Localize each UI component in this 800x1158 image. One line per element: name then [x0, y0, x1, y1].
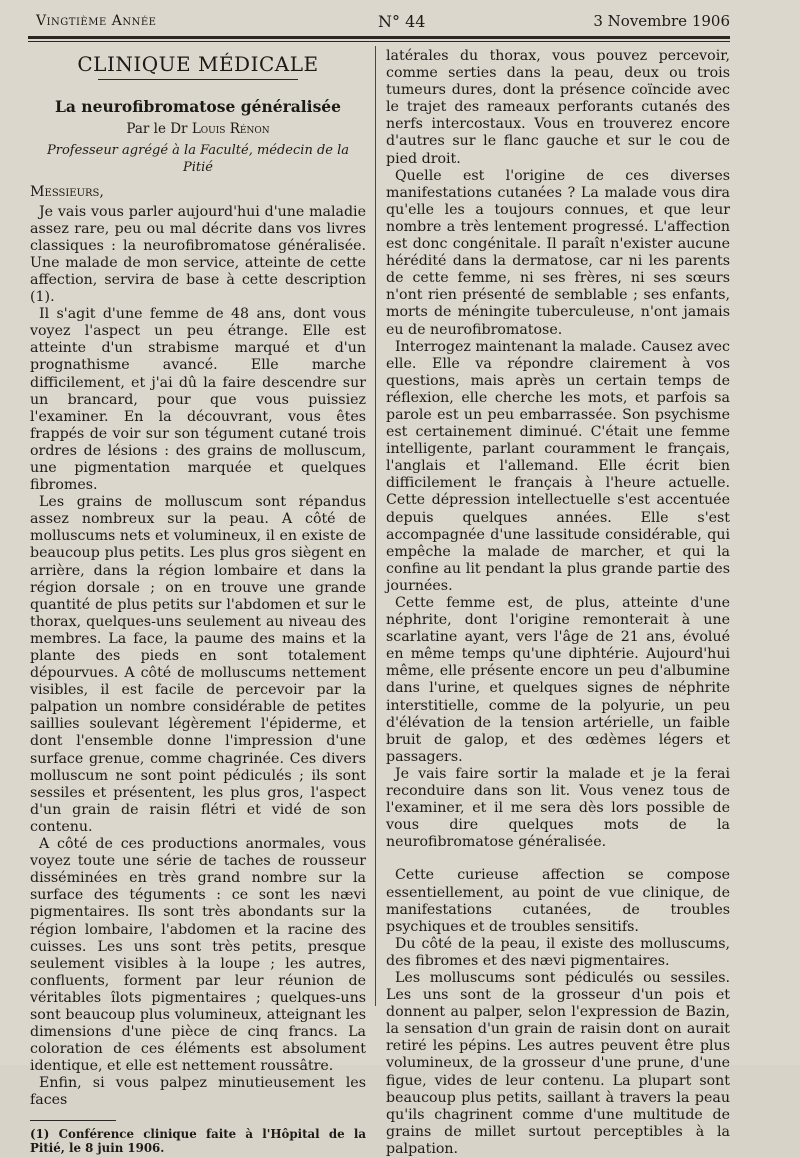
left-column — [30, 48, 366, 1155]
author-name: Louis Rénon — [191, 121, 270, 138]
volume-year: Vingtième Année — [36, 13, 157, 29]
footnote: (1) Conférence clinique faite à l'Hôpital de la Pitié, le 8 juin 1906. — [30, 1126, 366, 1155]
byline — [30, 121, 366, 138]
right-column — [386, 48, 730, 1158]
issue-number: N° 44 — [378, 12, 426, 31]
body-paragraph: Les molluscums sont pédiculés ou sessiles. Les uns sont de la grosseur d'un pois et donnent au palper, selon l'expression de Bazin, la sensation d'un grain de raisin dont on aurait retiré les pépins. Les autres peuvent être plus volumineux, de la grosseur d'une prune, d'une figue, vides de leur contenu. La plupart sont beaucoup plus petits, saillant à travers la peau qu'ils chagrinent comme d'une multitude de grains de millet surtout perceptibles à la palpation. — [386, 969, 730, 1157]
body-paragraph: Enfin, si vous palpez minutieusement les faces — [30, 1075, 366, 1109]
column-divider — [375, 46, 376, 1006]
salutation: Messieurs, — [30, 184, 104, 201]
author-affiliation: Professeur agrégé à la Faculté, médecin de la Pitié — [46, 143, 349, 176]
header-rule — [28, 36, 730, 42]
body-paragraph: Du côté de la peau, il existe des molluscums, des fibromes et des nævi pigmentaires. — [386, 935, 730, 969]
body-paragraph: Je vais vous parler aujourd'hui d'une maladie assez rare, peu ou mal décrite dans vos livres classiques : la neurofibromatose généralisée. Une malade de mon service, atteinte de cette affection, servira de base à cette description (1). — [30, 203, 366, 306]
section-rule — [98, 79, 298, 80]
byline-prefix: Par le Dr — [126, 121, 188, 138]
footnote-rule — [30, 1120, 116, 1121]
issue-date: 3 Novembre 1906 — [593, 12, 730, 30]
body-paragraph: A côté de ces productions anormales, vous voyez toute une série de taches de rousseur disséminées en très grand nombre sur la surface des téguments : ce sont les nævi pigmentaires. Ils sont très abondants sur la région lombaire, l'abdomen et la racine des cuisses. Les uns sont très petits, presque seulement visibles à la loupe ; les autres, confluents, forment par leur réunion de véritables îlots pigmentaires ; quelques-uns sont beaucoup plus volumineux, atteignant les dimensions d'une pièce de cinq francs. La coloration de ces éléments est absolument identique, et elle est nettement roussâtre. — [30, 836, 366, 1075]
body-paragraph: Cette curieuse affection se compose essentiellement, au point de vue clinique, de manifestations cutanées, de troubles psychiques et de troubles sensitifs. — [386, 867, 730, 935]
body-paragraph: Quelle est l'origine de ces diverses manifestations cutanées ? La malade vous dira qu'elle les a toujours connues, et que leur nombre a très lentement progressé. L'affection est donc congénitale. Il paraît n'exister aucune hérédité dans la dermatose, car ni les parents de cette femme, ni ses frères, ni ses sœurs n'ont rien présenté de semblable ; ses enfants, morts de méningite tuberculeuse, n'ont jamais eu de neurofibromatose. — [386, 167, 730, 338]
body-paragraph: Interrogez maintenant la malade. Causez avec elle. Elle va répondre clairement à vos questions, mais après un certain temps de réflexion, elle cherche les mots, et parfois sa parole est un peu embarrassée. Son psychisme est certainement diminué. C'était une femme intelligente, parlant couramment le français, l'anglais et l'allemand. Elle écrit bien difficilement le français à l'heure actuelle. Cette dépression intellectuelle s'est accentuée depuis quelques années. Elle s'est accompagnée d'une lassitude considérable, qui empêche la malade de marcher, et qui la confine au lit pendant la plus grande partie des journées. — [386, 338, 730, 594]
body-paragraph: Les grains de molluscum sont répandus assez nombreux sur la peau. A côté de molluscums nets et volumineux, il en existe de beaucoup plus petits. Les plus gros siègent en arrière, dans la région lombaire et dans la région dorsale ; on en trouve une grande quantité de plus petits sur l'abdomen et sur le thorax, quelques-uns seulement au niveau des membres. La face, la paume des mains et la plante des pieds en sont totalement dépourvues. A côté de molluscums nettement visibles, il est facile de percevoir par la palpation un nombre considérable de petites saillies soulevant légèrement l'épiderme, et dont l'ensemble donne l'impression d'une surface grenue, comme chagrinée. Ces divers molluscum ne sont point pédiculés ; ils sont sessiles et présentent, les plus gros, l'aspect d'un grain de raisin flétri et vidé de son contenu. — [30, 494, 366, 835]
body-paragraph: Cette femme est, de plus, atteinte d'une néphrite, dont l'origine remonterait à une scarlatine ayant, vers l'âge de 21 ans, évolué en même temps qu'une diphtérie. Aujourd'hui même, elle présente encore un peu d'albumine dans l'urine, et quelques signes de néphrite interstitielle, comme de la polyurie, un peu d'élévation de la tension artérielle, un faible bruit de galop, et des œdèmes légers et passagers. — [386, 595, 730, 765]
section-title: CLINIQUE MÉDICALE — [77, 52, 319, 76]
running-header — [28, 10, 730, 32]
article-title: La neurofibromatose généralisée — [54, 97, 342, 117]
body-paragraph: Je vais faire sortir la malade et je la ferai reconduire dans son lit. Vous venez tous de l'examiner, et il me sera dès lors possible de vous dire quelques mots de la neurofibromatose généralisée. — [386, 765, 730, 851]
body-paragraph: Il s'agit d'une femme de 48 ans, dont vous voyez l'aspect un peu étrange. Elle est atteinte d'un strabisme marqué et d'un prognathisme avancé. Elle marche difficilement, et j'ai dû la faire descendre sur un brancard, pour que vous puissiez l'examiner. En la découvrant, vous êtes frappés de voir sur son tégument cutané trois ordres de lésions : des grains de molluscum, une pigmentation marquée et quelques fibromes. — [30, 306, 366, 494]
body-paragraph: latérales du thorax, vous pouvez percevoir, comme serties dans la peau, deux ou trois tumeurs dures, dont la présence coïncide avec le trajet des rameaux perforants cutanés des nerfs intercostaux. Vous en trouverez encore d'autres sur le flanc gauche et sur le cou de pied droit. — [386, 48, 730, 167]
